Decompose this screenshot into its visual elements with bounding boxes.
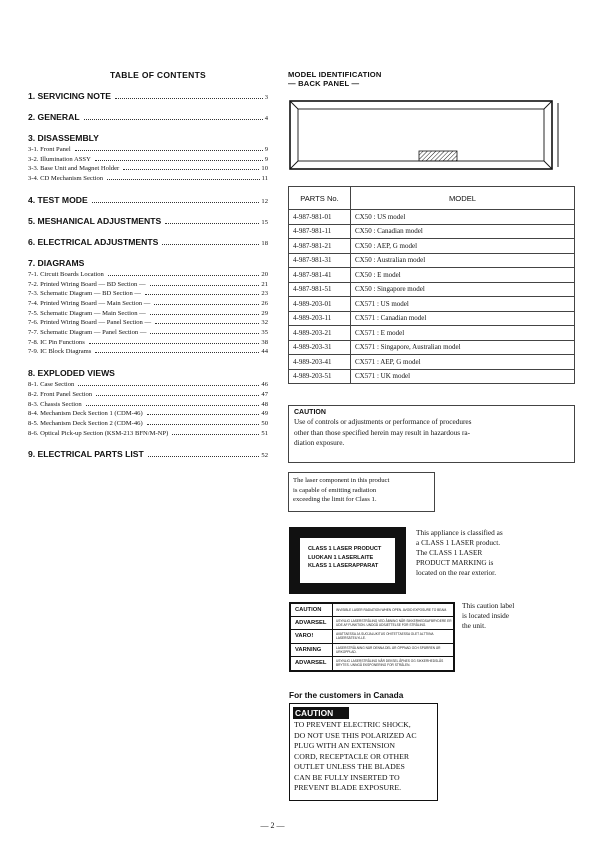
toc-section-page: 15 [261,218,268,226]
warning-label-text: LASERSTRÅLNING NÄR DENNA DEL ÄR ÖPPNAD OCH SPÄRREN ÄR URKOPPLAD. [336,645,441,654]
toc-section-page: 12 [261,197,268,205]
toc-subsection-item [28,164,268,174]
toc-section-title: 7. DIAGRAMS [28,257,85,268]
table-row [289,224,575,239]
table-row [289,355,575,370]
toc-subsection-page: 32 [261,319,268,327]
toc-subsection-label: 8-2. Front Panel Section [28,390,93,398]
toc-subsection-item [28,309,268,319]
toc-subsection-label: 8-1. Case Section [28,381,75,389]
toc-subsection-label: 3-2. Illumination ASSY [28,155,91,163]
model-cell: CX50 : AEP, G model [351,239,575,254]
class1-description-line: The CLASS 1 LASER [416,548,483,557]
toc-subsection-page: 26 [261,299,268,307]
toc-subsection-page: 11 [261,175,268,183]
model-cell: CX571 : Canadian model [351,311,575,326]
toc-subsection-label: 7-1. Circuit Boards Location [28,270,104,278]
model-label-area [419,151,457,161]
warning-label-key: ADVARSEL [291,657,333,670]
part-number-cell: 4-989-203-41 [289,355,351,370]
warning-description-line: This caution label [462,601,515,610]
toc-section-page: 4 [264,115,268,122]
toc-subsection-list [28,380,268,438]
toc-subsection-item [28,380,268,390]
toc-leader-dots [84,119,263,120]
warning-label-row [291,604,453,617]
table-row [289,268,575,283]
toc-subsection-label: 7-5. Schematic Diagram — Main Section — [28,309,146,317]
canada-line: OUTLET UNLESS THE BLADES [294,762,405,771]
toc-leader-dots [148,456,260,457]
toc-section-heading [28,91,268,101]
parts-no-header: PARTS No. [289,187,351,210]
caution-body [294,417,569,449]
canada-line: DO NOT USE THIS POLARIZED AC [294,730,417,740]
toc-section-title: 9. ELECTRICAL PARTS LIST [28,449,144,460]
caution-box [288,405,575,463]
part-number-cell: 4-987-981-01 [289,210,351,225]
toc-leader-dots [147,414,260,415]
canada-line: PLUG WITH AN EXTENSION [294,741,395,750]
toc-subsection-label: 7-7. Schematic Diagram — Panel Section — [28,329,147,337]
laser-note-line: The laser component in this product [293,477,390,484]
canada-line: TO PREVENT ELECTRIC SHOCK, [294,720,411,729]
caution-line: diation exposure. [294,438,345,448]
toc-subsection-item [28,145,268,155]
part-number-cell: 4-989-203-31 [289,340,351,355]
toc-leader-dots [95,160,263,161]
table-row [289,340,575,355]
toc-subsection-label: 7-9. IC Block Diagrams [28,348,92,356]
toc-section-title: 1. SERVICING NOTE [28,91,111,101]
toc-subsection-item [28,338,268,348]
table-row [289,311,575,326]
toc-subsection-page: 47 [261,390,268,398]
parts-model-table [288,186,575,384]
toc-subsection-page: 20 [261,270,268,278]
part-number-cell: 4-989-203-51 [289,369,351,384]
toc-subsection-page: 9 [264,146,268,153]
toc-section [28,449,268,459]
toc-section-heading [28,216,268,226]
toc-leader-dots [155,323,259,324]
toc-leader-dots [86,405,260,406]
toc-subsection-label: 8-5. Mechanism Deck Section 2 (CDM-46) [28,419,143,427]
toc-subsection-label: 3-4. CD Mechanism Section [28,175,104,183]
table-row [289,282,575,297]
toc-subsection-item [28,318,268,328]
caution-warning-label [289,602,455,672]
toc-section-title: 4. TEST MODE [28,194,88,205]
toc-section-heading [28,449,268,459]
toc-section-page: 18 [261,239,268,247]
toc-leader-dots [147,424,260,425]
back-panel-subtitle: — BACK PANEL — [288,79,360,88]
toc-leader-dots [165,223,259,224]
table-row [289,326,575,341]
toc-subsection-page: 10 [261,165,268,173]
toc-subsection-page: 21 [261,280,268,288]
toc-subsection-item [28,419,268,429]
class1-label-line: KLASS 1 LASERAPPARAT [308,563,379,569]
model-identification-heading [288,70,573,88]
toc-subsection-page: 38 [261,338,268,346]
warning-label-row [291,644,453,657]
toc-leader-dots [145,294,259,295]
toc-leader-dots [96,395,259,396]
toc-leader-dots [154,304,259,305]
toc-leader-dots [107,179,260,180]
toc-leader-dots [115,98,263,99]
warning-label-row [291,657,453,670]
toc-subsection-page: 51 [261,429,268,437]
toc-section [28,133,268,184]
toc-title: TABLE OF CONTENTS [109,70,207,80]
toc-subsection-list [28,145,268,184]
toc-section-heading [28,195,268,205]
toc-subsection-item [28,270,268,280]
table-row [289,239,575,254]
toc-section [28,258,268,357]
class1-label-line: CLASS 1 LASER PRODUCT [308,546,382,552]
warning-label-text: USYNLIG LASERSTRÅLING VED ÅBNING NÅR SIKKERHEDSAFBRYDERE ER UDE AF FUNKTION. UNDGÅ UDSÆTTELSE FOR STRÅLING. [336,619,452,628]
toc-section-heading [28,258,268,268]
class1-label-line: LUOKAN 1 LASERLAITE [308,554,374,561]
toc-leader-dots [162,244,259,245]
class1-laser-label [289,527,406,594]
laser-note-box [288,472,435,512]
part-number-cell: 4-987-981-31 [289,253,351,268]
class1-description-line: located on the rear exterior. [416,568,497,577]
toc-section-title: 6. ELECTRICAL ADJUSTMENTS [28,236,159,247]
warning-label-row [291,617,453,630]
caution-line: other than those specified herein may result in hazardous ra- [294,427,471,437]
canada-caution-body [294,720,438,794]
back-panel-illustration [288,95,568,177]
toc-subsection-item [28,429,268,439]
toc-subsection-item [28,390,268,400]
class1-description-line: PRODUCT MARKING is [416,558,494,567]
model-cell: CX50 : US model [351,210,575,225]
toc-subsection-page: 35 [261,329,268,337]
toc-section [28,368,268,438]
toc-subsection-page: 48 [261,400,268,408]
toc-leader-dots [150,285,260,286]
page-number: — 2 — [260,821,285,830]
canada-heading: For the customers in Canada [289,690,404,700]
class1-description [416,528,556,578]
toc-leader-dots [150,314,260,315]
warning-description-line: the unit. [462,621,486,630]
toc-subsection-item [28,328,268,338]
model-cell: CX50 : E model [351,268,575,283]
canada-line: CAN BE FULLY INSERTED TO [294,772,400,782]
caution-title: CAUTION [294,409,326,416]
model-cell: CX571 : US model [351,297,575,312]
toc-subsection-label: 7-6. Printed Wiring Board — Panel Section — [28,319,152,327]
model-cell: CX50 : Australian model [351,253,575,268]
warning-label-text: USYNLIG LASERSTRÅLING NÅR DEKSEL ÅPNES OG SIKKERHEDSLÅS BRYTES. UNNGÅ EKSPONERING FOR STRÅLEN. [336,659,444,668]
caution-line: Use of controls or adjustments or performance of procedures [294,417,472,426]
toc-section [28,216,268,226]
toc-section [28,237,268,247]
toc-section [28,91,268,101]
toc-sections [28,91,268,459]
model-cell: CX571 : E model [351,326,575,341]
warning-label-key: CAUTION [291,604,333,616]
toc-subsection-item [28,280,268,290]
model-cell: CX571 : AEP, G model [351,355,575,370]
part-number-cell: 4-989-203-11 [289,311,351,326]
canada-caution-box [289,703,438,801]
toc-subsection-page: 44 [261,348,268,356]
warning-label-description [462,601,562,631]
toc-subsection-item [28,347,268,357]
table-row [289,297,575,312]
toc-subsection-page: 9 [264,155,268,163]
toc-subsection-label: 3-3. Base Unit and Magnet Holder [28,165,120,173]
toc-subsection-list [28,270,268,357]
part-number-cell: 4-989-203-01 [289,297,351,312]
toc-section-heading [28,133,268,143]
model-identification-title: MODEL IDENTIFICATION [288,70,382,79]
canada-caution-title: CAUTION [293,707,349,719]
toc-leader-dots [150,333,259,334]
toc-subsection-label: 7-4. Printed Wiring Board — Main Section — [28,299,151,307]
toc-subsection-page: 46 [261,381,268,389]
part-number-cell: 4-987-981-41 [289,268,351,283]
toc-subsection-label: 7-8. IC Pin Functions [28,338,85,346]
warning-label-text: INVISIBLE LASER RADIATION WHEN OPEN. AVOID EXPOSURE TO BEAM. [336,608,447,613]
part-number-cell: 4-987-981-51 [289,282,351,297]
toc-subsection-label: 8-4. Mechanism Deck Section 1 (CDM-46) [28,410,143,418]
toc-section-heading [28,368,268,378]
model-cell: CX571 : UK model [351,369,575,384]
class1-description-line: This appliance is classified as [416,528,503,537]
toc-leader-dots [108,275,260,276]
toc-subsection-item [28,155,268,165]
toc-subsection-item [28,400,268,410]
warning-label-key: VARO! [291,630,333,642]
toc-section-title: 2. GENERAL [28,112,80,122]
warning-description-line: is located inside [462,611,510,620]
toc-subsection-label: 3-1. Front Panel [28,146,71,153]
table-row [289,210,575,225]
toc-section [28,195,268,205]
toc-leader-dots [75,150,263,151]
part-number-cell: 4-989-203-21 [289,326,351,341]
toc-subsection-label: 7-3. Schematic Diagram — BD Section — [28,290,141,298]
toc-subsection-item [28,289,268,299]
toc-leader-dots [92,202,260,203]
toc-section [28,112,268,122]
toc-subsection-label: 8-3. Chassis Section [28,400,82,408]
toc-leader-dots [78,385,259,386]
toc-subsection-page: 29 [261,309,268,317]
table-row [289,369,575,384]
toc-subsection-item [28,409,268,419]
toc-section-heading [28,112,268,122]
toc-section-title: 8. EXPLODED VIEWS [28,368,115,379]
toc-leader-dots [89,343,260,344]
warning-label-key: VARNING [291,644,333,656]
toc-subsection-page: 23 [261,290,268,298]
class1-description-line: a CLASS 1 LASER product. [416,538,501,547]
toc-subsection-label: 7-2. Printed Wiring Board — BD Section — [28,280,146,288]
toc-section-page: 3 [264,94,268,101]
model-header: MODEL [351,187,575,210]
table-row [289,253,575,268]
toc-leader-dots [95,352,259,353]
laser-note-line: exceeding the limit for Class 1. [293,496,377,503]
toc-section-page: 52 [261,452,268,460]
toc-section-heading [28,237,268,247]
toc-subsection-page: 49 [261,410,268,418]
toc-subsection-page: 50 [261,419,268,427]
canada-line: CORD, RECEPTACLE OR OTHER [294,751,410,761]
model-cell: CX50 : Singapore model [351,282,575,297]
warning-label-row [291,630,453,643]
warning-label-text: AVATTAESSA JA SUOJALUKITUS OHITETTAESSA OLET ALTTIINA LASERSÄTEILYLLE. [336,632,434,641]
canada-line: PREVENT BLADE EXPOSURE. [294,783,402,792]
model-cell: CX571 : Singapore, Australian model [351,340,575,355]
model-cell: CX50 : Canadian model [351,224,575,239]
warning-label-key: ADVARSEL [291,617,333,629]
toc-section-title: 5. MESHANICAL ADJUSTMENTS [28,215,162,226]
part-number-cell: 4-987-981-11 [289,224,351,239]
table-of-contents [28,70,268,459]
toc-subsection-label: 8-6. Optical Pick-up Section (KSM-213 BFN/M-NP) [28,429,169,437]
laser-note-line: is capable of emitting radiation [293,486,377,494]
toc-subsection-item [28,174,268,184]
toc-subsection-item [28,299,268,309]
toc-leader-dots [172,434,259,435]
part-number-cell: 4-987-981-21 [289,239,351,254]
toc-section-title: 3. DISASSEMBLY [28,133,99,143]
toc-leader-dots [123,169,259,170]
